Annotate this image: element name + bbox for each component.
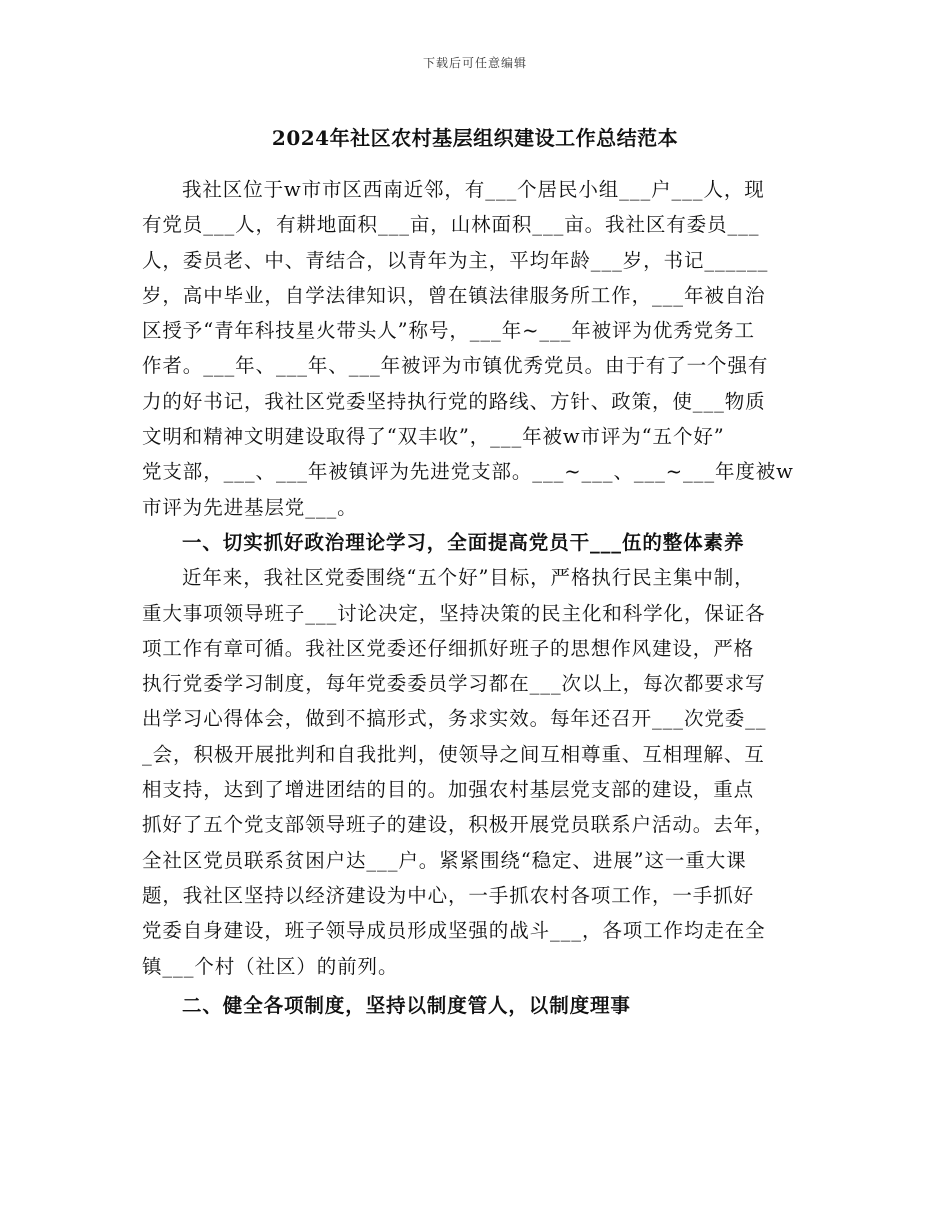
- paragraph-line: 近年来，我社区党委围绕“五个好”目标，严格执行民主集中制，: [182, 566, 755, 590]
- document-title: 2024年社区农村基层组织建设工作总结范本: [271, 126, 679, 150]
- paragraph-line: 作者。___年、___年、___年被评为市镇优秀党员。由于有了一个强有: [142, 354, 769, 378]
- header-note: 下载后可任意编辑: [422, 56, 527, 70]
- paragraph-line: 项工作有章可循。我社区党委还仔细抓好班子的思想作风建设，严格: [142, 636, 755, 660]
- paragraph-line: 区授予“青年科技星火带头人”称号，___年~___年被评为优秀党务工: [142, 319, 755, 343]
- paragraph-line: 人，委员老、中、青结合，以青年为主，平均年龄___岁，书记______: [142, 248, 769, 272]
- paragraph-line: _会，积极开展批判和自我批判，使领导之间互相尊重、互相理解、互: [142, 742, 765, 766]
- section-heading-2: 二、健全各项制度，坚持以制度管人，以制度理事: [182, 993, 631, 1017]
- paragraph-line: 党支部，___、___年被镇评为先进党支部。___~___、___~___年度被w: [142, 460, 794, 484]
- paragraph-line: 岁，高中毕业，自学法律知识，曾在镇法律服务所工作，___年被自治: [142, 283, 766, 307]
- paragraph-line: 执行党委学习制度，每年党委委员学习都在___次以上，每次都要求写: [142, 672, 766, 696]
- paragraph-line: 我社区位于w市市区西南近邻，有___个居民小组___户___人，现: [182, 178, 765, 201]
- paragraph-line: 出学习心得体会，做到不搞形式，务求实效。每年还召开___次党委__: [142, 707, 767, 731]
- paragraph-line: 相支持，达到了增进团结的目的。加强农村基层党支部的建设，重点: [142, 778, 755, 802]
- paragraph-line: 全社区党员联系贫困户达___户。紧紧围绕“稳定、进展”这一重大课: [142, 848, 747, 872]
- paragraph-line: 题，我社区坚持以经济建设为中心，一手抓农村各项工作，一手抓好: [142, 883, 755, 907]
- paragraph-line: 文明和精神文明建设取得了“双丰收”，___年被w市评为“五个好”: [142, 425, 725, 449]
- paragraph-line: 有党员___人，有耕地面积___亩，山林面积___亩。我社区有委员___: [142, 213, 760, 237]
- paragraph-line: 重大事项领导班子___讨论决定，坚持决策的民主化和科学化，保证各: [142, 601, 766, 625]
- document-body: [142, 172, 812, 1027]
- section-heading-1: 一、切实抓好政治理论学习，全面提高党员干___伍的整体素养: [182, 530, 745, 554]
- paragraph-line: 党委自身建设，班子领导成员形成坚强的战斗___，各项工作均走在全: [142, 919, 766, 943]
- paragraph-line: 镇___个村（社区）的前列。: [142, 954, 399, 978]
- paragraph-line: 力的好书记，我社区党委坚持执行党的路线、方针、政策，使___物质: [142, 389, 766, 413]
- paragraph-line: 抓好了五个党支部领导班子的建设，积极开展党员联系户活动。去年，: [142, 813, 775, 837]
- paragraph-line: 市评为先进基层党___。: [142, 495, 358, 519]
